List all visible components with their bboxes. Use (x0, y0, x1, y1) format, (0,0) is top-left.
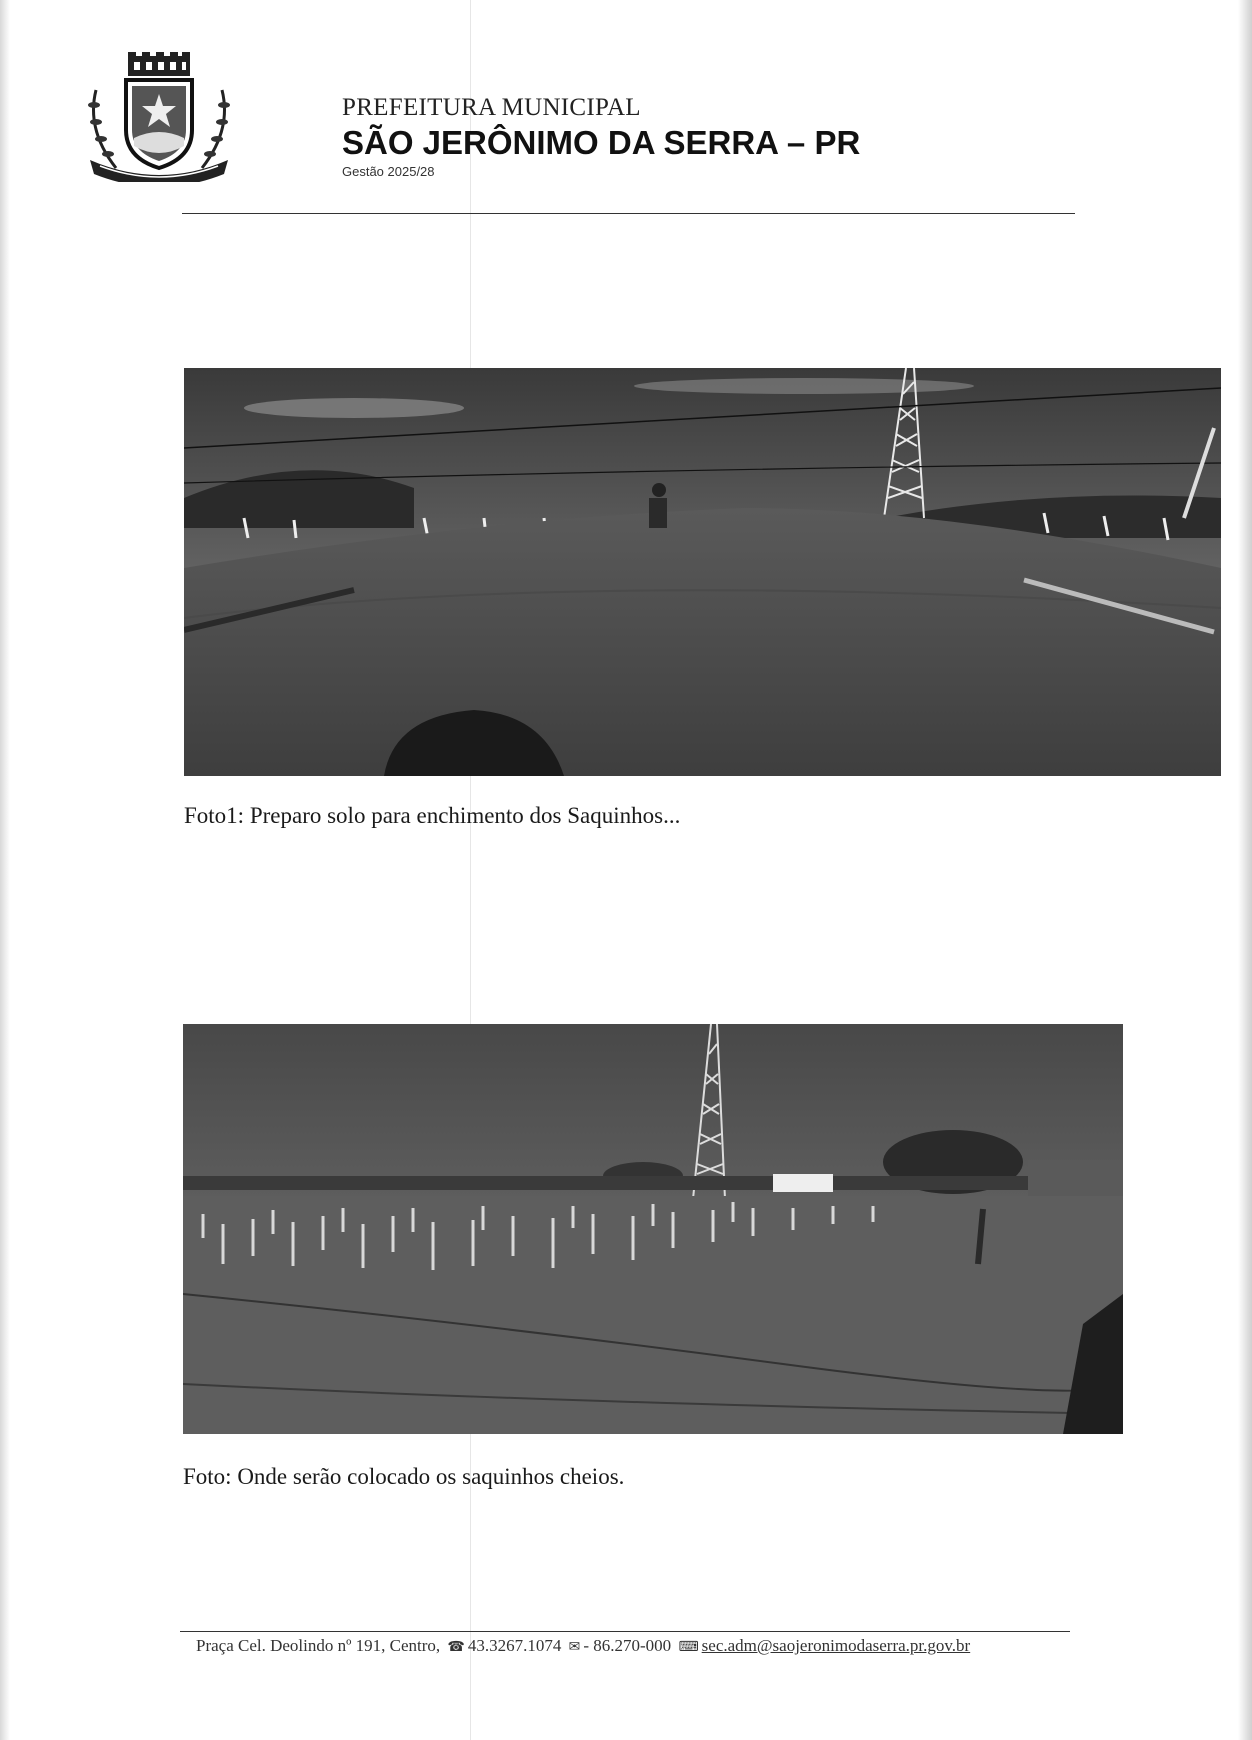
footer-contact (196, 1636, 970, 1656)
header-divider (182, 213, 1075, 214)
municipal-crest-logo (86, 50, 232, 182)
footer-cep: - 86.270-000 (583, 1636, 672, 1655)
envelope-icon: ✉ (568, 1639, 581, 1655)
header-municipality: SÃO JERÔNIMO DA SERRA – PR (342, 124, 861, 161)
page-edge (0, 0, 10, 1740)
web-icon: ⌨ (678, 1639, 699, 1655)
phone-icon: ☎ (447, 1639, 465, 1655)
header-institution: PREFEITURA MUNICIPAL (342, 94, 641, 121)
photo-caption: Foto: Onde serão colocado os saquinhos cheios. (183, 1464, 625, 1489)
footer-phone: 43.3267.1074 (467, 1636, 562, 1655)
footer-email-link[interactable]: sec.adm@saojeronimodaserra.pr.gov.br (701, 1636, 971, 1655)
footer-divider (180, 1631, 1070, 1632)
header-term: Gestão 2025/28 (342, 164, 435, 179)
letterhead (342, 94, 860, 179)
photo-caption: Foto1: Preparo solo para enchimento dos Saquinhos... (184, 803, 681, 828)
footer-address: Praça Cel. Deolindo nº 191, Centro, (196, 1636, 441, 1655)
photo-bag-placement-area (183, 1024, 1123, 1434)
page-edge (1238, 0, 1252, 1740)
photo-soil-preparation (184, 368, 1221, 776)
